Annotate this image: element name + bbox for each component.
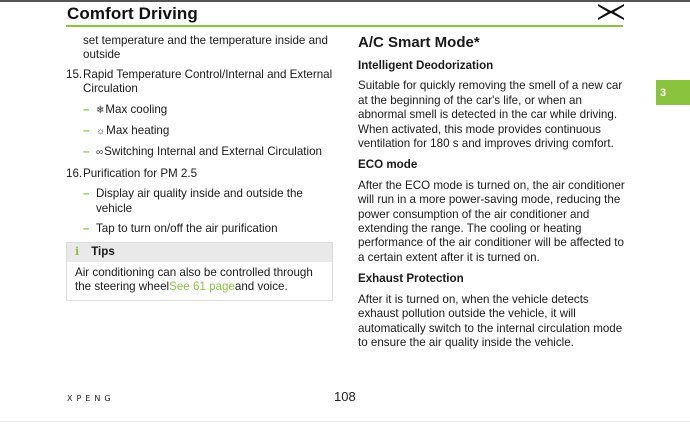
footer-brand-logo: XPENG xyxy=(67,394,115,403)
chapter-tab[interactable] xyxy=(656,80,690,105)
dash-bullet: – xyxy=(83,222,90,236)
item-text: Purification for PM 2.5 xyxy=(83,166,198,180)
sub-item-max-cooling xyxy=(66,103,338,118)
dash-bullet: – xyxy=(83,187,90,201)
chapter-number: 3 xyxy=(660,86,667,99)
bottom-border xyxy=(0,421,690,422)
info-icon: i xyxy=(75,245,80,259)
sub-list-16 xyxy=(66,187,338,236)
top-border xyxy=(0,0,690,2)
sub-item-max-heating xyxy=(66,124,338,139)
sun-heat-icon: ☼ xyxy=(96,126,106,138)
item-number: 15. xyxy=(66,67,83,81)
item-text: Rapid Temperature Control/Internal and External Circulation xyxy=(83,67,333,96)
sub-item-toggle-purification xyxy=(66,222,338,236)
sub-item-text: Tap to turn on/off the air purification xyxy=(96,222,278,236)
dash-bullet: – xyxy=(83,124,90,138)
page-title: Comfort Driving xyxy=(67,4,198,23)
tips-title: Tips xyxy=(91,245,115,259)
snowflake-fan-icon: ❄ xyxy=(96,104,105,116)
subsection-heading-deodorization: Intelligent Deodorization xyxy=(358,59,494,72)
section-title: A/C Smart Mode* xyxy=(358,34,480,51)
subsection-heading-eco: ECO mode xyxy=(358,158,418,172)
tips-header xyxy=(67,243,332,261)
subsection-body-eco: After the ECO mode is turned on, the air conditioner will run in a more power-saving mode, reducing the power consumption of the air conditioner and extending the range. The cooling or heating performance of the air conditioner will be affected to a certain extent after it is turned on. xyxy=(358,178,625,264)
page-reference-link[interactable]: See 61 page xyxy=(169,280,235,294)
sub-item-text: Max heating xyxy=(106,124,170,138)
sub-item-text: Display air quality inside and outside the vehicle xyxy=(96,187,303,215)
sub-item-display-air-quality xyxy=(66,187,338,216)
dash-bullet: – xyxy=(83,102,90,116)
tips-box xyxy=(66,242,333,300)
sub-list-15 xyxy=(66,103,338,161)
continuation-text: set temperature and the temperature inside and outside xyxy=(83,34,328,62)
sub-item-circulation xyxy=(66,145,338,160)
sub-item-text: Max cooling xyxy=(105,102,168,116)
list-item-16 xyxy=(66,167,338,181)
tips-text-end: and voice. xyxy=(234,280,288,294)
circulation-loop-icon: ∞ xyxy=(96,147,104,159)
list-item-15 xyxy=(66,68,338,97)
dash-bullet: – xyxy=(83,145,90,159)
page-number: 108 xyxy=(334,389,356,404)
item-number: 16. xyxy=(66,166,83,180)
xpeng-x-logo-icon xyxy=(598,4,624,20)
tips-text: Air conditioning can also be controlled through the steering wheel xyxy=(75,265,313,294)
sub-item-text: Switching Internal and External Circulation xyxy=(104,145,322,159)
header-divider xyxy=(66,25,623,27)
subsection-body-exhaust: After it is turned on, when the vehicle detects exhaust pollution outside the vehicle, it will automatically switch to the internal circulation mode to ensure the air quality inside the vehicle. xyxy=(358,292,623,349)
right-column xyxy=(358,34,628,357)
subsection-heading-exhaust: Exhaust Protection xyxy=(358,272,464,286)
tips-body xyxy=(67,262,332,300)
subsection-body-deodorization: Suitable for quickly removing the smell of a new car at the beginning of the car's life, or when an abnormal smell is detected in the car while driving. When activated, this mode provides continuous ventilation for 180 s and improves driving comfort. xyxy=(358,79,623,151)
left-column xyxy=(66,34,338,301)
